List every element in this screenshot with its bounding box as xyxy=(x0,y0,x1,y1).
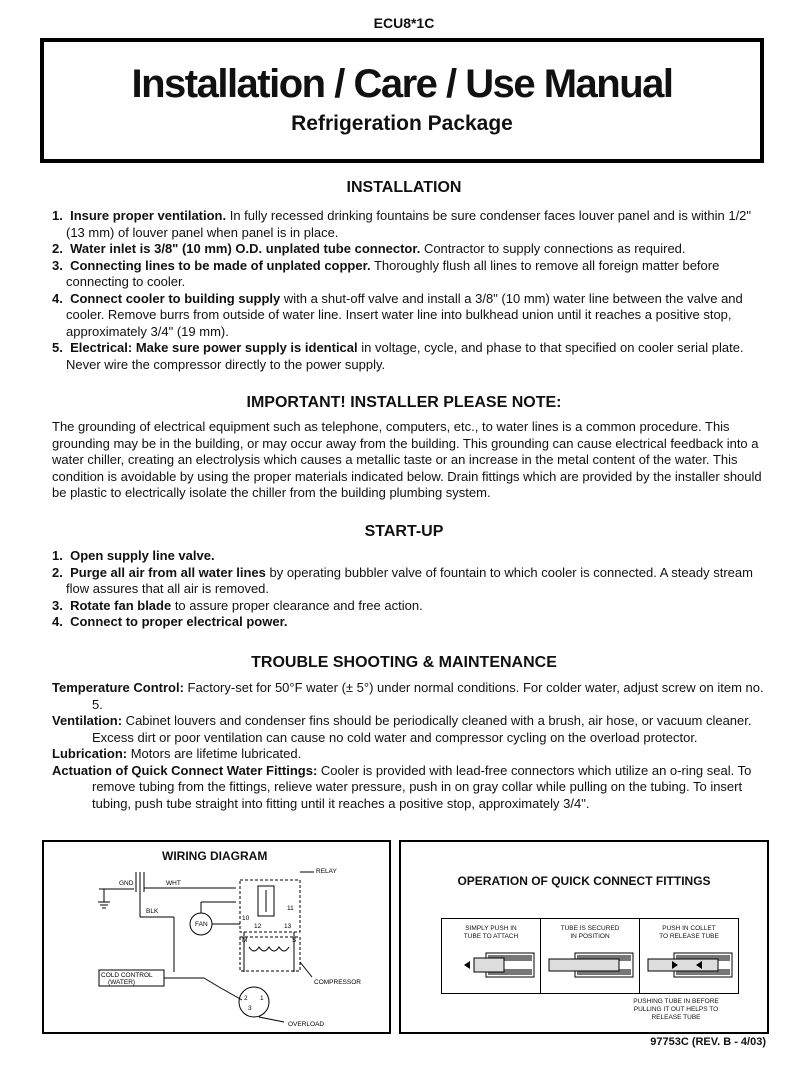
startup-item: 1. Open supply line valve. xyxy=(52,548,215,563)
important-text: The grounding of electrical equipment such as telephone, computers, etc., to water lines is a common procedure. This grounding may be in the building, or may occur away from the building. This grounding can cause electrical feedback into a water chiller, creating an electrolysis which causes a metallic taste or an increase in the metal content of the water. This condition is avoidable by using the proper materials indicated below. Drain fittings which are provided by the installer should be plastic to electrically isolate the chiller from the building plumbing system. xyxy=(52,419,762,500)
installation-heading: INSTALLATION xyxy=(346,179,462,196)
page-title: Installation / Care / Use Manual xyxy=(131,62,673,106)
trouble-item: Actuation of Quick Connect Water Fittings: Cooler is provided with lead-free connectors which utilize an o-ring seal. To remove tubing from the fittings, relieve water pressure, push in on gray collar while pulling on the tubing. To insert tubing, push tube straight into fitting until it reaches a positive stop, approximately 3/4". xyxy=(52,762,752,811)
fitting-panel-push xyxy=(442,919,541,993)
page-subtitle: Refrigeration Package xyxy=(291,112,513,135)
fitting-secured-illustration xyxy=(545,945,635,985)
fitting-release-illustration xyxy=(644,945,734,985)
wiring-diagram-title: WIRING DIAGRAM xyxy=(162,849,268,863)
startup-item: 4. Connect to proper electrical power. xyxy=(52,614,288,629)
cold-control-sub-label: (WATER) xyxy=(108,979,136,986)
fitting-panel-release xyxy=(640,919,738,993)
terminal-m: M xyxy=(242,937,248,944)
terminal-s: S xyxy=(292,937,297,944)
fan-label: FAN xyxy=(195,921,208,928)
overload-terminal-2: 2 xyxy=(244,995,248,1002)
cold-control-label: COLD CONTROL xyxy=(101,972,153,979)
installation-list xyxy=(52,208,764,373)
compressor-label: COMPRESSOR xyxy=(314,979,361,986)
quick-connect-title: OPERATION OF QUICK CONNECT FITTINGS xyxy=(457,874,711,888)
trouble-item: Lubrication: Motors are lifetime lubricated. xyxy=(52,746,302,761)
startup-heading: START-UP xyxy=(364,523,444,540)
relay-label: RELAY xyxy=(316,868,337,875)
quick-connect-panel xyxy=(399,840,769,1034)
terminal-13: 13 xyxy=(284,923,292,930)
fitting-push-illustration xyxy=(446,945,536,985)
fittings-diagram xyxy=(441,918,739,994)
trouble-list xyxy=(52,680,764,812)
overload-terminal-1: 1 xyxy=(260,995,264,1002)
fitting-caption: SIMPLY PUSH IN TUBE TO ATTACH xyxy=(463,925,519,940)
installation-item: 2. Water inlet is 3/8" (10 mm) O.D. unplated tube connector. Contractor to supply connections as required. xyxy=(52,241,686,256)
quick-connect-note: PUSHING TUBE IN BEFORE PULLING IT OUT HELPS TO RELEASE TUBE xyxy=(633,998,719,1021)
terminal-10: 10 xyxy=(242,915,250,922)
startup-item: 2. Purge all air from all water lines by operating bubbler valve of fountain to which cooler is connected. A steady stream flow assures that all air is removed. xyxy=(52,564,753,596)
trouble-heading: TROUBLE SHOOTING & MAINTENANCE xyxy=(251,654,557,671)
wht-label: WHT xyxy=(166,880,181,887)
trouble-item: Ventilation: Cabinet louvers and condenser fins should be periodically cleaned with a brush, air hose, or vacuum cleaner. Excess dirt or poor ventilation can cause no cold water and compressor cycling on the overload protector. xyxy=(52,713,752,745)
blk-label: BLK xyxy=(146,908,159,915)
terminal-11: 11 xyxy=(287,905,294,912)
wiring-diagram-panel xyxy=(42,840,391,1034)
title-box xyxy=(40,38,764,163)
document-number: 97753C (REV. B - 4/03) xyxy=(650,1036,766,1048)
startup-item: 3. Rotate fan blade to assure proper clearance and free action. xyxy=(52,597,423,613)
overload-label: OVERLOAD xyxy=(288,1021,325,1028)
fitting-panel-secured xyxy=(541,919,640,993)
wiring-diagram xyxy=(44,842,389,1032)
installation-item: 1. Insure proper ventilation. In fully recessed drinking fountains be sure condenser faces louver panel and is within 1/2" (13 mm) of louver panel when panel is in place. xyxy=(52,208,752,240)
overload-terminal-3: 3 xyxy=(248,1005,252,1012)
fitting-caption: PUSH IN COLLET TO RELEASE TUBE xyxy=(659,925,719,940)
installation-item: 5. Electrical: Make sure power supply is identical in voltage, cycle, and phase to that specified on cooler serial plate. Never wire the compressor directly to the power supply. xyxy=(52,340,744,372)
installation-item: 4. Connect cooler to building supply with a shut-off valve and install a 3/8" (10 mm) water line between the valve and cooler. Remove burrs from outside of water line. Insert water line into bulkhead union until it reaches a positive stop, approximately 3/4" (19 mm). xyxy=(52,290,743,339)
startup-list xyxy=(52,548,764,631)
fitting-caption: TUBE IS SECURED IN POSITION xyxy=(560,925,620,940)
installation-item: 3. Connecting lines to be made of unplated copper. Thoroughly flush all lines to remove all foreign matter before connecting to cooler. xyxy=(52,257,720,289)
terminal-12: 12 xyxy=(254,923,262,930)
model-number: ECU8*1C xyxy=(373,15,435,31)
trouble-item: Temperature Control: Factory-set for 50°F water (± 5°) under normal conditions. For colder water, adjust screw on item no. 5. xyxy=(52,680,764,712)
gnd-label: GND xyxy=(119,880,134,887)
important-heading: IMPORTANT! INSTALLER PLEASE NOTE: xyxy=(246,394,562,411)
